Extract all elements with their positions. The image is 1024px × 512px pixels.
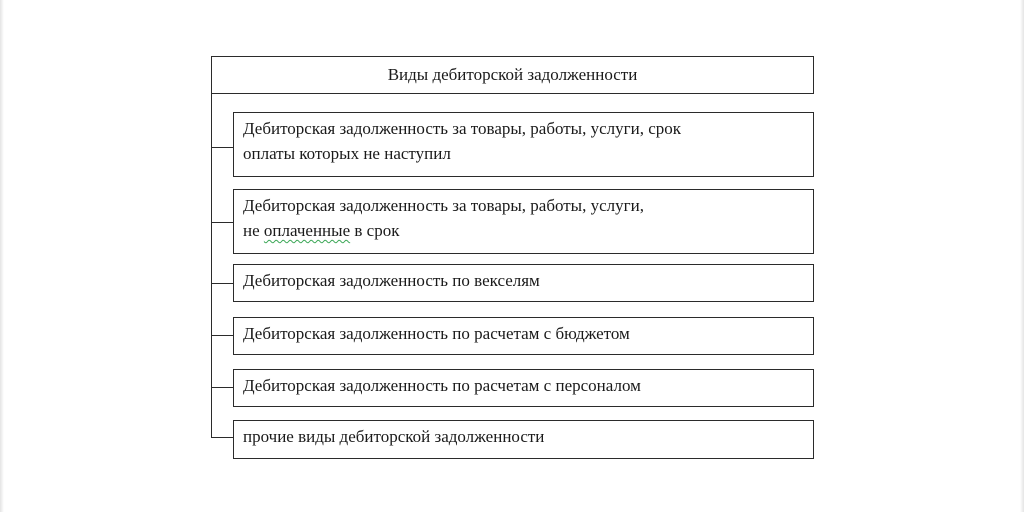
window-edge-right — [1020, 0, 1024, 512]
category-text-6: прочие виды дебиторской задолженности — [243, 427, 545, 446]
category-box-5 — [233, 369, 814, 407]
spellcheck-marked-word: оплаченные — [263, 221, 351, 240]
category-text-1b: оплаты которых не наступил — [243, 144, 451, 163]
branch-line-3 — [211, 283, 233, 284]
category-box-3 — [233, 264, 814, 302]
branch-line-4 — [211, 335, 233, 336]
diagram-title: Виды дебиторской задолженности — [387, 65, 638, 84]
category-box-6 — [233, 420, 814, 459]
category-text-5: Дебиторская задолженность по расчетам с персоналом — [243, 376, 641, 395]
category-text-1a: Дебиторская задолженность за товары, работы, услуги, срок — [243, 119, 682, 138]
branch-line-6 — [211, 437, 233, 438]
window-edge-left — [0, 0, 4, 512]
category-box-4 — [233, 317, 814, 355]
category-text-2a: Дебиторская задолженность за товары, работы, услуги, — [243, 196, 644, 215]
category-text-2b — [243, 218, 805, 243]
branch-line-2 — [211, 222, 233, 223]
category-box-1 — [233, 112, 814, 177]
diagram-title-box — [211, 56, 814, 94]
category-text-2b-pre: не — [243, 221, 264, 240]
category-text-4: Дебиторская задолженность по расчетам с бюджетом — [243, 324, 630, 343]
category-box-2 — [233, 189, 814, 254]
branch-line-1 — [211, 147, 233, 148]
branch-line-5 — [211, 387, 233, 388]
category-text-3: Дебиторская задолженность по векселям — [243, 271, 540, 290]
category-text-2b-post: в срок — [350, 221, 400, 240]
